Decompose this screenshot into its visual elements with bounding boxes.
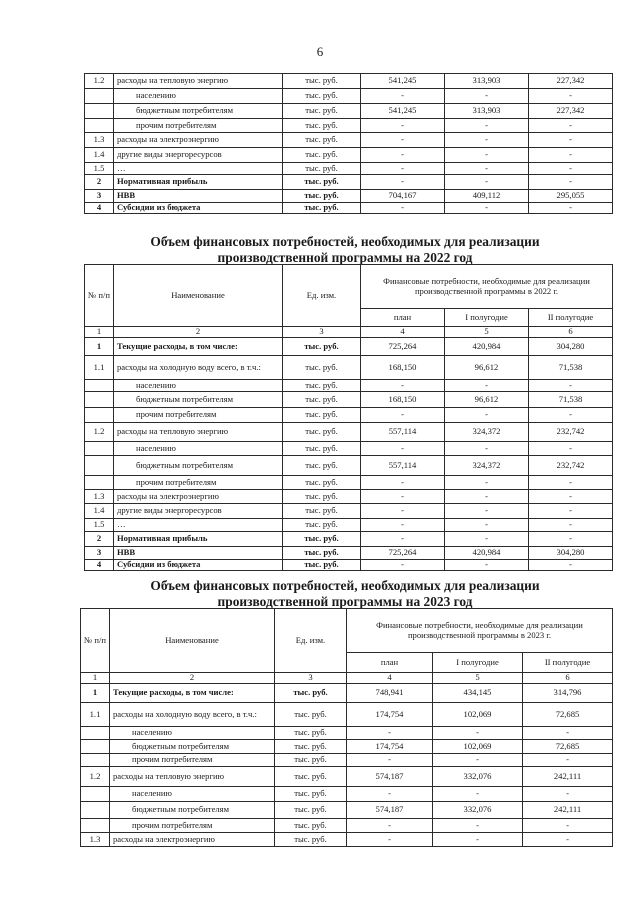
row-name: Текущие расходы, в том числе:	[110, 684, 275, 703]
table-row	[85, 163, 613, 175]
row-num: 1	[85, 338, 114, 356]
row-plan: 704,167	[361, 190, 445, 203]
row-unit: тыс. руб.	[283, 356, 361, 380]
row-plan: -	[347, 819, 433, 833]
header-idx-6: 6	[529, 327, 613, 338]
table-row	[85, 408, 613, 423]
row-plan: 168,150	[361, 356, 445, 380]
header-idx-1: 1	[81, 673, 110, 684]
row-unit: тыс. руб.	[275, 740, 347, 754]
row-unit: тыс. руб.	[283, 560, 361, 571]
row-num: 1.2	[85, 423, 114, 442]
row-plan: -	[361, 175, 445, 190]
row-num: 2	[85, 532, 114, 547]
header-idx-4: 4	[347, 673, 433, 684]
row-h2: -	[529, 133, 613, 148]
row-h1: 324,372	[445, 456, 529, 476]
row-unit: тыс. руб.	[283, 203, 361, 214]
row-num	[81, 740, 110, 754]
row-h2: -	[529, 476, 613, 490]
row-plan: -	[347, 833, 433, 847]
row-h1: 102,069	[433, 703, 523, 727]
row-plan: -	[361, 532, 445, 547]
table-row	[85, 133, 613, 148]
table-row	[85, 547, 613, 560]
row-h1: 313,903	[445, 74, 529, 89]
row-h1: -	[445, 560, 529, 571]
header-h2: II полугодие	[523, 653, 613, 673]
row-h1: -	[445, 89, 529, 104]
header-idx-5: 5	[445, 327, 529, 338]
row-name: бюджетным потребителям	[114, 392, 283, 408]
row-h1: 96,612	[445, 392, 529, 408]
row-name: расходы на холодную воду всего, в т.ч.:	[110, 703, 275, 727]
header-unit: Ед. изм.	[283, 265, 361, 327]
row-unit: тыс. руб.	[275, 684, 347, 703]
row-h1: 420,984	[445, 547, 529, 560]
row-h1: -	[445, 442, 529, 456]
row-h2: -	[523, 833, 613, 847]
row-h1: 324,372	[445, 423, 529, 442]
row-name: прочим потребителям	[114, 476, 283, 490]
row-unit: тыс. руб.	[283, 392, 361, 408]
row-unit: тыс. руб.	[275, 703, 347, 727]
row-num	[85, 380, 114, 392]
row-name: расходы на электроэнергию	[114, 133, 283, 148]
row-unit: тыс. руб.	[283, 504, 361, 519]
row-h1: 102,069	[433, 740, 523, 754]
row-unit: тыс. руб.	[283, 456, 361, 476]
row-h1: -	[445, 519, 529, 532]
row-h2: 71,538	[529, 392, 613, 408]
row-h1: -	[445, 408, 529, 423]
row-num: 4	[85, 560, 114, 571]
table-row	[85, 175, 613, 190]
row-h2: 242,111	[523, 767, 613, 787]
row-unit: тыс. руб.	[283, 423, 361, 442]
table-row	[85, 89, 613, 104]
row-num: 1.1	[85, 356, 114, 380]
table-row	[81, 787, 613, 802]
section-title-2023	[80, 578, 610, 610]
row-plan: 541,245	[361, 74, 445, 89]
section-title-2023-line1: Объем финансовых потребностей, необходимых для реализации	[150, 578, 540, 593]
row-name: …	[114, 519, 283, 532]
row-name: прочим потребителям	[114, 119, 283, 133]
row-unit: тыс. руб.	[283, 547, 361, 560]
row-unit: тыс. руб.	[275, 727, 347, 740]
row-num: 1.5	[85, 163, 114, 175]
finance-table-2022	[84, 264, 613, 571]
row-h2: 71,538	[529, 356, 613, 380]
row-h2: -	[523, 754, 613, 767]
table-row	[85, 490, 613, 504]
row-num	[85, 442, 114, 456]
row-name: Нормативная прибыль	[114, 532, 283, 547]
row-h1: -	[433, 754, 523, 767]
table-row	[81, 802, 613, 819]
row-name: другие виды энергоресурсов	[114, 504, 283, 519]
table-row	[85, 442, 613, 456]
row-h1: 96,612	[445, 356, 529, 380]
row-name: расходы на холодную воду всего, в т.ч.:	[114, 356, 283, 380]
row-name: бюджетным потребителям	[114, 104, 283, 119]
row-name: расходы на электроэнергию	[114, 490, 283, 504]
row-h1: -	[433, 833, 523, 847]
row-num: 1.1	[81, 703, 110, 727]
section-title-2023-line2: производственной программы на 2023 год	[217, 594, 473, 609]
row-h2: -	[529, 490, 613, 504]
row-name: населению	[114, 380, 283, 392]
header-idx-3: 3	[283, 327, 361, 338]
row-h1: -	[433, 819, 523, 833]
header-fin: Финансовые потребности, необходимые для реализации производственной программы в 2023 г.	[347, 609, 613, 653]
row-h2: -	[529, 560, 613, 571]
row-name: Субсидии из бюджета	[114, 203, 283, 214]
row-h2: -	[529, 148, 613, 163]
row-h2: 304,280	[529, 338, 613, 356]
row-name: населению	[110, 727, 275, 740]
row-h1: 332,076	[433, 767, 523, 787]
row-h2: 232,742	[529, 456, 613, 476]
row-num	[81, 802, 110, 819]
row-unit: тыс. руб.	[275, 767, 347, 787]
row-unit: тыс. руб.	[283, 190, 361, 203]
row-plan: 174,754	[347, 703, 433, 727]
row-unit: тыс. руб.	[275, 754, 347, 767]
row-plan: 174,754	[347, 740, 433, 754]
table-row	[81, 767, 613, 787]
row-h1: -	[445, 476, 529, 490]
header-idx-5: 5	[433, 673, 523, 684]
row-unit: тыс. руб.	[275, 787, 347, 802]
table-row	[85, 456, 613, 476]
row-name: расходы на тепловую энергию	[114, 74, 283, 89]
table-row	[85, 338, 613, 356]
row-num: 2	[85, 175, 114, 190]
table-row	[85, 560, 613, 571]
row-plan: 725,264	[361, 338, 445, 356]
row-unit: тыс. руб.	[283, 133, 361, 148]
row-num	[81, 754, 110, 767]
row-name: НВВ	[114, 547, 283, 560]
row-num	[85, 456, 114, 476]
row-h2: -	[529, 203, 613, 214]
row-num	[85, 104, 114, 119]
header-h1: I полугодие	[433, 653, 523, 673]
row-name: НВВ	[114, 190, 283, 203]
row-name: прочим потребителям	[110, 754, 275, 767]
row-h2: 227,342	[529, 104, 613, 119]
header-idx-1: 1	[85, 327, 114, 338]
page-number: 6	[316, 44, 324, 59]
row-num: 1.3	[81, 833, 110, 847]
table-row	[81, 703, 613, 727]
row-h1: -	[445, 532, 529, 547]
row-h1: 420,984	[445, 338, 529, 356]
row-num: 4	[85, 203, 114, 214]
row-unit: тыс. руб.	[283, 89, 361, 104]
finance-table-2023	[80, 608, 613, 847]
header-h2: II полугодие	[529, 309, 613, 327]
row-unit: тыс. руб.	[283, 148, 361, 163]
row-h1: 434,145	[433, 684, 523, 703]
row-num	[81, 787, 110, 802]
header-plan: план	[347, 653, 433, 673]
row-name: расходы на тепловую энергию	[110, 767, 275, 787]
header-idx-2: 2	[114, 327, 283, 338]
row-unit: тыс. руб.	[283, 519, 361, 532]
table-row	[85, 203, 613, 214]
table-row	[81, 684, 613, 703]
header-idx-2: 2	[110, 673, 275, 684]
row-h1: 332,076	[433, 802, 523, 819]
row-plan: -	[361, 476, 445, 490]
row-h1: -	[445, 163, 529, 175]
row-unit: тыс. руб.	[283, 163, 361, 175]
row-h1: -	[445, 504, 529, 519]
header-idx-6: 6	[523, 673, 613, 684]
row-h2: -	[529, 408, 613, 423]
row-num	[81, 727, 110, 740]
table-row	[81, 819, 613, 833]
row-num	[81, 819, 110, 833]
row-h1: 313,903	[445, 104, 529, 119]
row-name: другие виды энергоресурсов	[114, 148, 283, 163]
header-idx-4: 4	[361, 327, 445, 338]
section-title-2022	[80, 234, 610, 266]
row-plan: -	[347, 727, 433, 740]
table-row	[85, 392, 613, 408]
row-plan: -	[361, 380, 445, 392]
row-unit: тыс. руб.	[283, 408, 361, 423]
row-num	[85, 119, 114, 133]
row-h2: -	[523, 727, 613, 740]
row-h1: -	[445, 133, 529, 148]
table-row	[85, 519, 613, 532]
row-plan: 748,941	[347, 684, 433, 703]
row-num: 1	[81, 684, 110, 703]
row-plan: -	[361, 408, 445, 423]
row-h2: 314,796	[523, 684, 613, 703]
row-h1: -	[445, 148, 529, 163]
section-title-2022-line2: производственной программы на 2022 год	[217, 250, 473, 265]
row-num: 3	[85, 190, 114, 203]
row-h2: -	[529, 89, 613, 104]
row-num: 1.5	[85, 519, 114, 532]
row-plan: 574,187	[347, 802, 433, 819]
row-h2: 227,342	[529, 74, 613, 89]
table-row	[85, 148, 613, 163]
row-num: 3	[85, 547, 114, 560]
row-h1: 409,112	[445, 190, 529, 203]
row-h2: 304,280	[529, 547, 613, 560]
table-row	[85, 532, 613, 547]
table-row	[85, 119, 613, 133]
row-unit: тыс. руб.	[275, 802, 347, 819]
header-idx-3: 3	[275, 673, 347, 684]
row-plan: 541,245	[361, 104, 445, 119]
row-unit: тыс. руб.	[275, 833, 347, 847]
table-row	[81, 740, 613, 754]
row-name: расходы на электроэнергию	[110, 833, 275, 847]
table-row	[81, 833, 613, 847]
row-h2: 295,055	[529, 190, 613, 203]
section-title-2022-line1: Объем финансовых потребностей, необходимых для реализации	[150, 234, 540, 249]
table-row	[85, 190, 613, 203]
row-plan: -	[361, 163, 445, 175]
table-row	[85, 104, 613, 119]
row-name: бюджетным потребителям	[110, 740, 275, 754]
row-h2: -	[529, 119, 613, 133]
row-h2: -	[523, 787, 613, 802]
row-num: 1.4	[85, 504, 114, 519]
row-h2: -	[529, 519, 613, 532]
header-name: Наименование	[114, 265, 283, 327]
row-plan: -	[361, 148, 445, 163]
row-unit: тыс. руб.	[283, 442, 361, 456]
row-h2: -	[529, 175, 613, 190]
row-num	[85, 89, 114, 104]
row-name: населению	[110, 787, 275, 802]
row-plan: -	[361, 560, 445, 571]
row-name: прочим потребителям	[114, 408, 283, 423]
row-plan: -	[361, 89, 445, 104]
row-h1: -	[433, 787, 523, 802]
row-unit: тыс. руб.	[275, 819, 347, 833]
row-h2: -	[529, 442, 613, 456]
continuation-table	[84, 73, 613, 214]
row-plan: -	[347, 787, 433, 802]
table-row	[85, 423, 613, 442]
row-unit: тыс. руб.	[283, 104, 361, 119]
table-row	[85, 476, 613, 490]
row-h1: -	[445, 175, 529, 190]
header-num: № п/п	[81, 609, 110, 673]
row-plan: -	[361, 203, 445, 214]
row-h2: -	[529, 504, 613, 519]
header-num: № п/п	[85, 265, 114, 327]
row-h2: -	[529, 532, 613, 547]
row-h2: 72,685	[523, 703, 613, 727]
row-num	[85, 408, 114, 423]
header-fin: Финансовые потребности, необходимые для реализации производственной программы в 2022 г.	[361, 265, 613, 309]
row-num: 1.4	[85, 148, 114, 163]
row-plan: -	[361, 519, 445, 532]
row-h1: -	[445, 203, 529, 214]
row-plan: -	[361, 133, 445, 148]
header-plan: план	[361, 309, 445, 327]
row-plan: 557,114	[361, 456, 445, 476]
row-plan: -	[361, 119, 445, 133]
row-plan: 725,264	[361, 547, 445, 560]
row-plan: -	[347, 754, 433, 767]
row-name: прочим потребителям	[110, 819, 275, 833]
row-unit: тыс. руб.	[283, 532, 361, 547]
row-num: 1.3	[85, 133, 114, 148]
row-plan: 168,150	[361, 392, 445, 408]
row-name: населению	[114, 442, 283, 456]
row-num: 1.2	[85, 74, 114, 89]
table-row	[85, 504, 613, 519]
row-name: населению	[114, 89, 283, 104]
row-h1: -	[445, 380, 529, 392]
table-row	[85, 380, 613, 392]
row-unit: тыс. руб.	[283, 380, 361, 392]
row-plan: -	[361, 504, 445, 519]
row-name: бюджетным потребителям	[110, 802, 275, 819]
row-plan: 557,114	[361, 423, 445, 442]
row-h2: -	[523, 819, 613, 833]
row-unit: тыс. руб.	[283, 175, 361, 190]
header-unit: Ед. изм.	[275, 609, 347, 673]
row-plan: 574,187	[347, 767, 433, 787]
row-plan: -	[361, 490, 445, 504]
row-unit: тыс. руб.	[283, 338, 361, 356]
header-h1: I полугодие	[445, 309, 529, 327]
row-num: 1.3	[85, 490, 114, 504]
row-unit: тыс. руб.	[283, 74, 361, 89]
row-num	[85, 392, 114, 408]
row-h2: 72,685	[523, 740, 613, 754]
row-name: расходы на тепловую энергию	[114, 423, 283, 442]
row-h2: -	[529, 380, 613, 392]
row-name: бюджетным потребителям	[114, 456, 283, 476]
row-name: Текущие расходы, в том числе:	[114, 338, 283, 356]
row-num: 1.2	[81, 767, 110, 787]
header-name: Наименование	[110, 609, 275, 673]
table-row	[81, 727, 613, 740]
row-h1: -	[433, 727, 523, 740]
row-h1: -	[445, 490, 529, 504]
row-h2: 242,111	[523, 802, 613, 819]
row-name: …	[114, 163, 283, 175]
row-h2: 232,742	[529, 423, 613, 442]
table-row	[85, 74, 613, 89]
table-row	[85, 356, 613, 380]
row-unit: тыс. руб.	[283, 119, 361, 133]
row-name: Нормативная прибыль	[114, 175, 283, 190]
row-unit: тыс. руб.	[283, 490, 361, 504]
row-num	[85, 476, 114, 490]
row-h1: -	[445, 119, 529, 133]
table-row	[81, 754, 613, 767]
row-name: Субсидии из бюджета	[114, 560, 283, 571]
row-h2: -	[529, 163, 613, 175]
row-plan: -	[361, 442, 445, 456]
row-unit: тыс. руб.	[283, 476, 361, 490]
